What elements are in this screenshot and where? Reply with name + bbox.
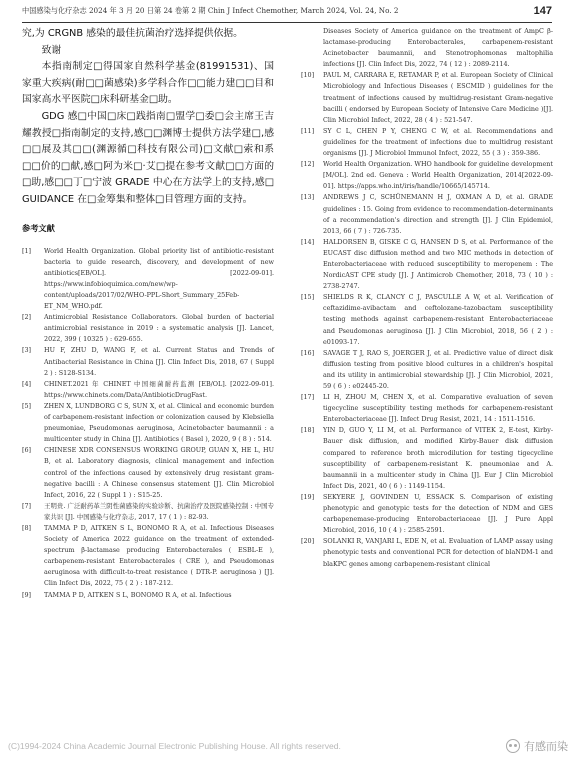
reference-item: [18] YIN D, GUO Y, LI M, et al. Performance of VITEK 2, E-test, Kirby-Bauer disk diffusion, and modified Kirby-Bauer disk diffusion compared to reference broth microdilution for testing tigecycline susceptibility of carbapenem-resistant K. pneumoniae and A. baumannii in a multicenter study in China [J]. Eur J Clin Microbiol Infect Dis, 2021, 40 ( 6 ) : 1149-1154.: [301, 426, 553, 490]
left-column: [22, 26, 274, 601]
acknowledgement-thanks: GDG 感□中国□床□践指南□盟学□委□会主席王吉耀教授□指南制定的支持,感□□渊博士提供方法学建□,感□□展及其□□(渊源循□科技有限公司)□文献□索和系□□价的□献,感□阿为米□·艾□提在参考文献□□方面的□助,感□□丁□宁波 GRADE 中心在方法学上的支持,感□ GUIDANCE 在□金筹集和整体□目管理方面的支持。: [22, 110, 274, 205]
reference-item: [13] ANDREWS J C, SCHÜNEMANN H J, OXMAN A D, et al. GRADE guidelines : 15. Going from evidence to recommendation-determinants of a recommendation's direction and strength [J]. J Clin Epidemiol, 2013, 66 ( 7 ) : 726-735.: [301, 193, 553, 235]
acknowledgement-heading: 致谢: [41, 44, 62, 56]
reference-item: [20] SOLANKI R, VANJARI L, EDE N, et al. Evaluation of LAMP assay using phenotypic tests and conventional PCR for detection of blaNDM-1 and blaKPC genes among carbapenem-resistant clinical: [301, 537, 553, 568]
reference-continuation: Diseases Society of America guidance on the treatment of AmpC β-lactamase-producing Enterobacterales, carbapenem-resistant Acinetobacter baumannii, and Stenotrophomonas maltophilia infections [J]. Clin Infect Dis, 2022, 74 ( 12 ) : 2089-2114.: [323, 27, 553, 69]
reference-item: [17] LI H, ZHOU M, CHEN X, et al. Comparative evaluation of seven tigecycline susceptibility testing methods for carbapenem-resistant Enterobacteriaceae [J]. Infect Drug Resist, 2021, 14 : 1511-1516.: [301, 393, 553, 424]
running-header: [22, 0, 552, 23]
reference-item: [2] Antimicrobial Resistance Collaborators. Global burden of bacterial antimicrobial resistance in 2019 : a systematic analysis [J]. Lancet, 2022, 399 ( 10325 ) : 629-655.: [22, 313, 274, 344]
journal-citation: 中国感染与化疗杂志 2024 年 3 月 20 日第 24 卷第 2 期 Chin J Infect Chemother, March 2024, Vol. 24, No. 2: [22, 6, 399, 15]
reference-item: [4] CHINET.2021 年 CHINET 中国细菌耐药监测 [EB/OL]. [2022-09-01]. https://www.chinets.com/Data/AntibioticDrugFast.: [22, 379, 274, 399]
watermark: [506, 738, 568, 754]
reference-item: [3] HU F, ZHU D, WANG F, et al. Current Status and Trends of Antibacterial Resistance in China [J]. Clin Infect Dis, 2018, 67 ( Suppl 2 ) : S128-S134.: [22, 346, 274, 377]
reference-item: [7] 王明贵. 广泛耐药革兰阴性菌感染的实验诊断、抗菌治疗及医院感染控制 : 中国专家共识 [J]. 中国感染与化疗杂志, 2017, 17 ( 1 ) : 82-93.: [22, 501, 274, 521]
references-heading: 参考文献: [22, 222, 55, 233]
reference-item: [8] TAMMA P D, AITKEN S L, BONOMO R A, et al. Infectious Diseases Society of America 2022 guidance on the treatment of extended-spectrum β-lactamase producing Enterobacterales ( ESBL-E ), carbapenem-resistant Enterobacterales ( CRE ), and Pseudomonas aeruginosa with difficult-to-treat resistance ( DTR-P. aeruginosa ) [J]. Clin Infect Dis, 2022, 75 ( 2 ) : 187-212.: [22, 523, 274, 588]
reference-item: [15] SHIELDS R K, CLANCY C J, PASCULLE A W, et al. Verification of ceftazidime-avibactam and ceftolozane-tazobactam susceptibility testing methods against carbapenem-resistant Enterobacteriaceae and Pseudomonas aeruginosa [J]. J Clin Microbiol, 2018, 56 ( 2 ) : e01093-17.: [301, 293, 553, 346]
wechat-icon: [506, 739, 520, 753]
reference-item: [16] SAVAGE T J, RAO S, JOERGER J, et al. Predictive value of direct disk diffusion testing from positive blood cultures in a children's hospital and its utility in antimicrobial stewardship [J]. J Clin Microbiol, 2021, 59 ( 6 ) : e02445-20.: [301, 348, 553, 390]
reference-item: [6] CHINESE XDR CONSENSUS WORKING GROUP, GUAN X, HE L, HU B, et al. Laboratory diagnosis, clinical management and infection control of the infections caused by extensively drug resistant gram-negative bacilli : A Chinese consensus statement [J]. Clin Microbiol Infect, 2016, 22 ( Suppl 1 ) : S15-25.: [22, 446, 274, 499]
reference-item: [12] World Health Organization. WHO handbook for guideline development [M/OL]. 2nd ed. Geneva : World Health Organization, 2014[2022-09-01]. https://apps.who.int/iris/handle/10665/145714.: [301, 160, 553, 191]
acknowledgement-funding: 本指南制定□得国家自然科学基金(81991531)、国家重大疾病(耐□□菌感染)多学科合作□□能力建□□目和国家高水平医院□床科研基金□助。: [22, 61, 274, 106]
right-column: [301, 26, 553, 570]
watermark-text: 有感而染: [524, 741, 568, 753]
page-footer: [8, 738, 568, 754]
reference-item: [14] HALDORSEN B, GISKE C G, HANSEN D S, et al. Performance of the EUCAST disc diffusion method and two MIC methods in detection of Enterobacteriaceae with reduced susceptibility to meropenem : The NordicAST CPE study [J]. J Antimicrob Chemother, 2018, 73 ( 10 ) : 2738-2747.: [301, 237, 553, 291]
page-number: 147: [533, 5, 552, 17]
reference-item: [1] World Health Organization. Global priority list of antibiotic-resistant bacteria to guide research, discovery, and development of new antibiotics[EB/OL]. [2022-09-01]. https://www.infobioquimica.com/new/wp-content/uploads/2017/02/WHO-PPL-Short_Summary_25Feb-ET_NM_WHO.pdf.: [22, 246, 274, 311]
reference-item: [19] SEKYERE J, GOVINDEN U, ESSACK S. Comparison of existing phenotypic and genotypic tests for the detection of NDM and GES carbapenemase-producing Enterobacteriaceae [J]. J Pure Appl Microbiol, 2016, 10 ( 4 ) : 2585-2591.: [301, 492, 553, 535]
reference-item: [5] ZHEN X, LUNDBORG C S, SUN X, et al. Clinical and economic burden of carbapenem-resistant infection or colonization caused by Klebsiella pneumoniae, Pseudomonas aeruginosa, Acinetobacter baumannii : a multicenter study in China [J]. Antibiotics ( Basel ), 2020, 9 ( 8 ) : 514.: [22, 401, 274, 444]
copyright-notice: (C)1994-2024 China Academic Journal Electronic Publishing House. All rights reserved.: [8, 741, 341, 751]
reference-item: [9] TAMMA P D, AITKEN S L, BONOMO R A, et al. Infectious: [22, 590, 232, 599]
reference-item: [11] SY C L, CHEN P Y, CHENG C W, et al. Recommendations and guidelines for the treatment of infections due to multidrug resistant organisms [J]. J Microbiol Immunol Infect, 2022, 55 ( 3 ) : 359-386.: [301, 126, 553, 158]
body-paragraph: 究,为 CRGNB 感染的最佳抗菌治疗选择提供依据。: [22, 28, 243, 39]
reference-item: [10] PAUL M, CARRARA E, RETAMAR P, et al. European Society of Clinical Microbiology and Infectious Diseases ( ESCMID ) guidelines for the treatment of infections caused by multidrug-resistant Gram-negative bacilli ( endorsed by European Society of Intensive Care Medicine )[J]. Clin Microbiol Infect, 2022, 28 ( 4 ) : 521-547.: [301, 71, 553, 124]
